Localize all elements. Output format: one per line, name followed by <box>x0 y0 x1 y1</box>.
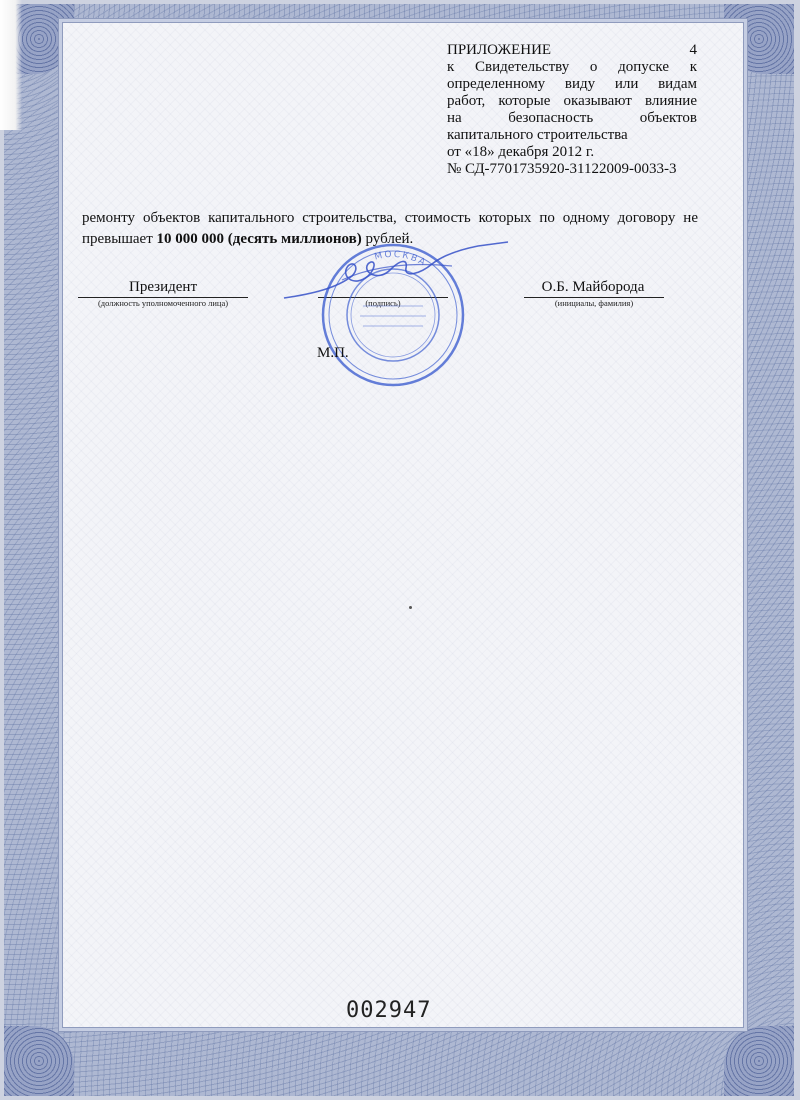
appendix-title: ПРИЛОЖЕНИЕ <box>447 42 552 58</box>
appendix-line: к Свидетельству о допуске к <box>447 59 697 75</box>
certificate-number: № СД-7701735920-31122009-0033-3 <box>447 161 677 177</box>
seal-place-label: М.П. <box>317 345 349 361</box>
body-suffix: рублей. <box>365 231 414 247</box>
paper-edge <box>0 0 22 130</box>
ink-dot <box>409 606 412 609</box>
signature-caption: (подпись) <box>365 298 401 308</box>
appendix-date: от «18» декабря 2012 г. <box>447 144 595 160</box>
serial-number: 002947 <box>346 998 432 1023</box>
appendix-line: на безопасность объектов <box>447 110 697 126</box>
appendix-line: определенному виду или видам <box>447 76 697 92</box>
position-value: Президент <box>129 279 197 295</box>
amount-text: 10 000 000 (десять миллионов) <box>156 231 362 247</box>
seal-ring-text: МОСКВА <box>373 249 429 270</box>
handwritten-signature <box>282 236 512 316</box>
appendix-line: капитального строительства <box>447 127 628 143</box>
position-caption: (должность уполномоченного лица) <box>97 298 229 308</box>
appendix-line: работ, которые оказывают влияние <box>447 93 697 109</box>
body-prefix: превышает <box>82 231 153 247</box>
name-value: О.Б. Майборода <box>541 279 645 295</box>
body-line: ремонту объектов капитального строительства, стоимость которых по одному договору не <box>82 210 698 226</box>
appendix-header <box>447 42 697 178</box>
name-caption: (инициалы, фамилия) <box>554 298 634 308</box>
page-number: 4 <box>689 42 697 58</box>
